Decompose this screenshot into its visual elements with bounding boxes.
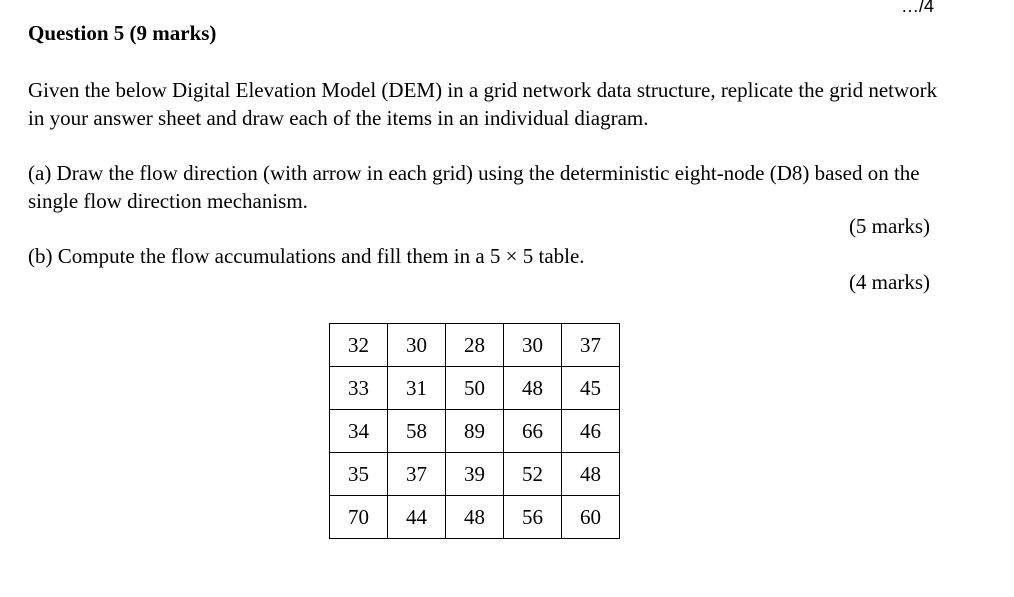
- grid-cell: 32: [330, 324, 388, 367]
- grid-cell: 50: [446, 367, 504, 410]
- grid-cell: 28: [446, 324, 504, 367]
- part-b-marks: (4 marks): [848, 270, 930, 294]
- grid-cell: 48: [504, 367, 562, 410]
- grid-row: [330, 324, 620, 367]
- grid-cell: 39: [446, 453, 504, 496]
- grid-cell: 52: [504, 453, 562, 496]
- grid-cell: 35: [330, 453, 388, 496]
- grid-row: [330, 410, 620, 453]
- grid-cell: 30: [504, 324, 562, 367]
- grid-cell: 48: [446, 496, 504, 539]
- grid-cell: 30: [388, 324, 446, 367]
- grid-row: [330, 496, 620, 539]
- grid-cell: 31: [388, 367, 446, 410]
- dem-grid-table: [329, 323, 620, 539]
- grid-cell: 58: [388, 410, 446, 453]
- grid-cell: 46: [562, 410, 620, 453]
- grid-cell: 89: [446, 410, 504, 453]
- grid-row: [330, 453, 620, 496]
- question-title: Question 5 (9 marks): [28, 21, 217, 45]
- grid-cell: 45: [562, 367, 620, 410]
- part-a-marks: (5 marks): [848, 214, 930, 238]
- grid-cell: 56: [504, 496, 562, 539]
- question-intro: Given the below Digital Elevation Model (DEM) in a grid network data structure, replicate the grid network in your answer sheet and draw each of the items in an individual diagram.: [28, 78, 938, 130]
- grid-cell: 66: [504, 410, 562, 453]
- grid-cell: 70: [330, 496, 388, 539]
- page-marker: …/4: [900, 0, 934, 16]
- grid-cell: 37: [388, 453, 446, 496]
- grid-cell: 48: [562, 453, 620, 496]
- part-a-text: (a) Draw the flow direction (with arrow in each grid) using the deterministic eight-node (D8) based on the single flow direction mechanism.: [28, 161, 920, 213]
- part-b-text: (b) Compute the flow accumulations and fill them in a 5 × 5 table.: [28, 244, 585, 268]
- grid-cell: 44: [388, 496, 446, 539]
- grid-row: [330, 367, 620, 410]
- grid-cell: 34: [330, 410, 388, 453]
- grid-cell: 33: [330, 367, 388, 410]
- grid-cell: 37: [562, 324, 620, 367]
- grid-cell: 60: [562, 496, 620, 539]
